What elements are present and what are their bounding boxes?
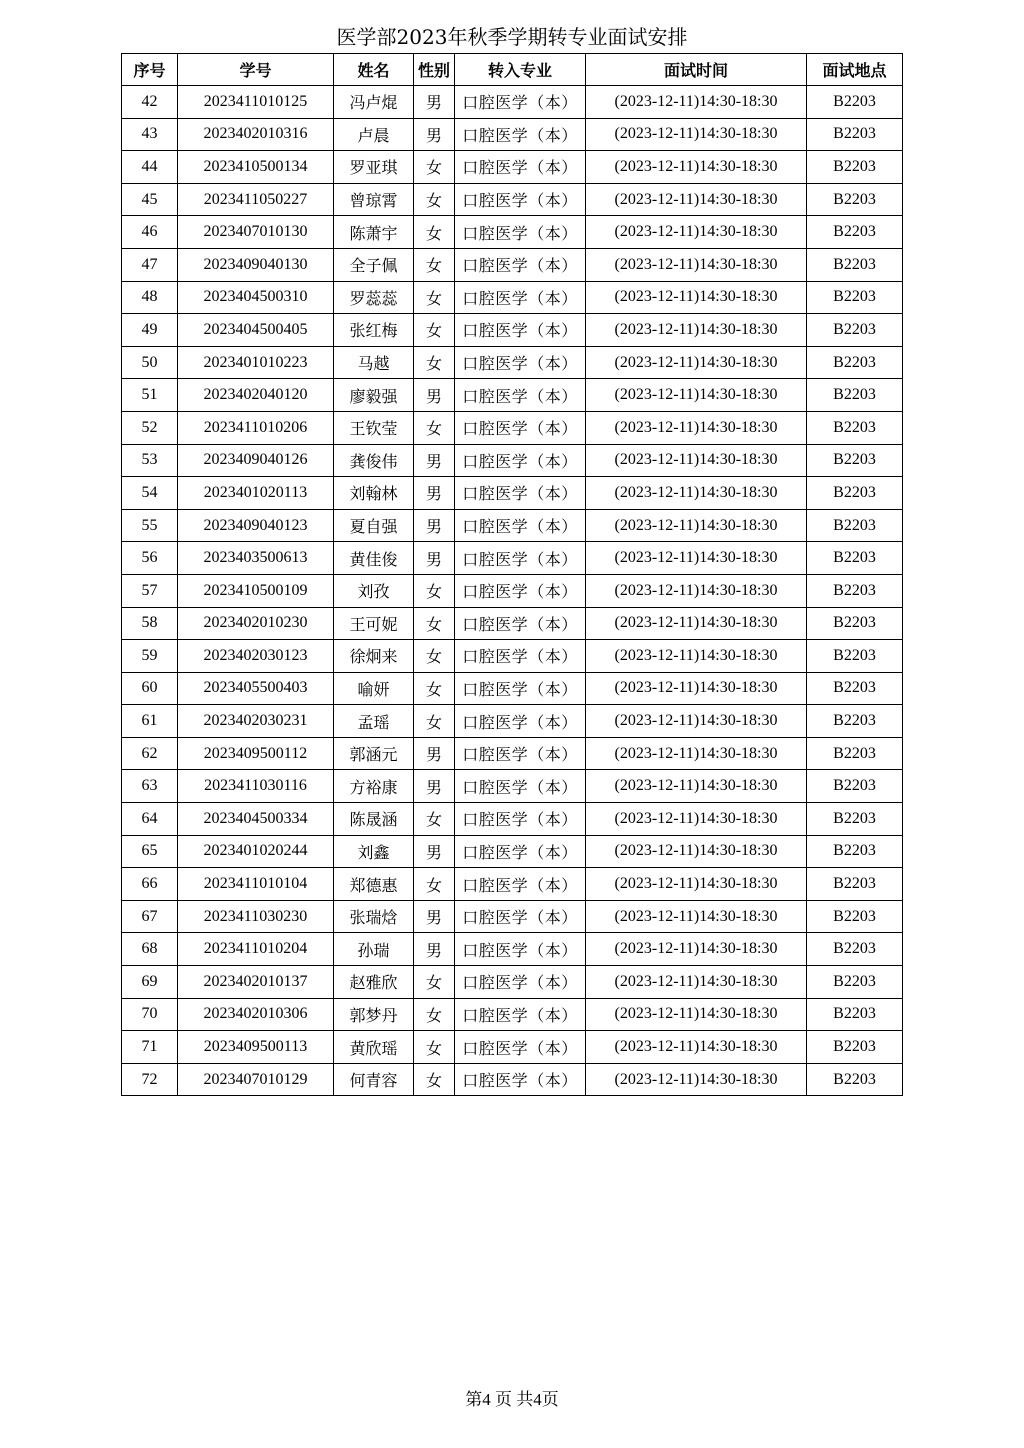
cell-location: B2203 bbox=[807, 640, 903, 673]
cell-major: 口腔医学（本） bbox=[455, 542, 586, 575]
cell-location: B2203 bbox=[807, 770, 903, 803]
cell-major: 口腔医学（本） bbox=[455, 607, 586, 640]
cell-name: 陈晟涵 bbox=[334, 803, 414, 836]
cell-student-id: 2023409040123 bbox=[178, 509, 334, 542]
cell-gender: 女 bbox=[414, 607, 455, 640]
cell-student-id: 2023409040130 bbox=[178, 248, 334, 281]
cell-gender: 女 bbox=[414, 868, 455, 901]
cell-major: 口腔医学（本） bbox=[455, 770, 586, 803]
header-row bbox=[122, 54, 903, 86]
cell-gender: 女 bbox=[414, 1031, 455, 1064]
cell-name: 廖毅强 bbox=[334, 379, 414, 412]
table-row bbox=[122, 770, 903, 803]
table-header bbox=[122, 54, 903, 86]
cell-name: 郭涵元 bbox=[334, 737, 414, 770]
cell-time: (2023-12-11)14:30-18:30 bbox=[586, 868, 807, 901]
cell-name: 孙瑞 bbox=[334, 933, 414, 966]
cell-location: B2203 bbox=[807, 118, 903, 151]
cell-time: (2023-12-11)14:30-18:30 bbox=[586, 574, 807, 607]
cell-name: 黄欣瑶 bbox=[334, 1031, 414, 1064]
cell-gender: 男 bbox=[414, 444, 455, 477]
cell-major: 口腔医学（本） bbox=[455, 574, 586, 607]
cell-time: (2023-12-11)14:30-18:30 bbox=[586, 1031, 807, 1064]
cell-gender: 男 bbox=[414, 835, 455, 868]
header-location: 面试地点 bbox=[807, 54, 903, 86]
header-major: 转入专业 bbox=[455, 54, 586, 86]
cell-major: 口腔医学（本） bbox=[455, 477, 586, 510]
cell-gender: 男 bbox=[414, 542, 455, 575]
cell-name: 方裕康 bbox=[334, 770, 414, 803]
cell-seq: 55 bbox=[122, 509, 178, 542]
interview-schedule-table bbox=[121, 53, 903, 1096]
cell-seq: 43 bbox=[122, 118, 178, 151]
cell-location: B2203 bbox=[807, 151, 903, 184]
cell-name: 卢晨 bbox=[334, 118, 414, 151]
cell-student-id: 2023401010223 bbox=[178, 346, 334, 379]
cell-time: (2023-12-11)14:30-18:30 bbox=[586, 640, 807, 673]
table-row bbox=[122, 314, 903, 347]
cell-student-id: 2023411010125 bbox=[178, 86, 334, 119]
cell-time: (2023-12-11)14:30-18:30 bbox=[586, 183, 807, 216]
cell-gender: 女 bbox=[414, 248, 455, 281]
cell-time: (2023-12-11)14:30-18:30 bbox=[586, 1063, 807, 1096]
cell-name: 何青容 bbox=[334, 1063, 414, 1096]
cell-location: B2203 bbox=[807, 444, 903, 477]
cell-time: (2023-12-11)14:30-18:30 bbox=[586, 281, 807, 314]
cell-name: 郑德惠 bbox=[334, 868, 414, 901]
cell-location: B2203 bbox=[807, 1031, 903, 1064]
table-row bbox=[122, 509, 903, 542]
cell-time: (2023-12-11)14:30-18:30 bbox=[586, 411, 807, 444]
cell-location: B2203 bbox=[807, 933, 903, 966]
cell-name: 刘鑫 bbox=[334, 835, 414, 868]
cell-student-id: 2023411050227 bbox=[178, 183, 334, 216]
table-row bbox=[122, 411, 903, 444]
cell-seq: 68 bbox=[122, 933, 178, 966]
cell-major: 口腔医学（本） bbox=[455, 835, 586, 868]
table-row bbox=[122, 346, 903, 379]
cell-student-id: 2023411030230 bbox=[178, 900, 334, 933]
cell-location: B2203 bbox=[807, 672, 903, 705]
table-row bbox=[122, 672, 903, 705]
cell-gender: 女 bbox=[414, 672, 455, 705]
cell-major: 口腔医学（本） bbox=[455, 183, 586, 216]
cell-student-id: 2023402030123 bbox=[178, 640, 334, 673]
table-row bbox=[122, 933, 903, 966]
cell-gender: 男 bbox=[414, 86, 455, 119]
cell-student-id: 2023409500113 bbox=[178, 1031, 334, 1064]
table-row bbox=[122, 900, 903, 933]
cell-student-id: 2023403500613 bbox=[178, 542, 334, 575]
cell-student-id: 2023407010129 bbox=[178, 1063, 334, 1096]
cell-location: B2203 bbox=[807, 346, 903, 379]
cell-seq: 69 bbox=[122, 966, 178, 999]
table-body bbox=[122, 86, 903, 1096]
cell-location: B2203 bbox=[807, 509, 903, 542]
cell-time: (2023-12-11)14:30-18:30 bbox=[586, 346, 807, 379]
cell-student-id: 2023402040120 bbox=[178, 379, 334, 412]
cell-location: B2203 bbox=[807, 411, 903, 444]
cell-location: B2203 bbox=[807, 574, 903, 607]
cell-seq: 61 bbox=[122, 705, 178, 738]
table-row bbox=[122, 183, 903, 216]
cell-major: 口腔医学（本） bbox=[455, 868, 586, 901]
cell-time: (2023-12-11)14:30-18:30 bbox=[586, 770, 807, 803]
cell-seq: 44 bbox=[122, 151, 178, 184]
cell-location: B2203 bbox=[807, 542, 903, 575]
cell-seq: 54 bbox=[122, 477, 178, 510]
cell-gender: 男 bbox=[414, 477, 455, 510]
cell-seq: 47 bbox=[122, 248, 178, 281]
table-row bbox=[122, 998, 903, 1031]
cell-major: 口腔医学（本） bbox=[455, 151, 586, 184]
cell-location: B2203 bbox=[807, 477, 903, 510]
cell-location: B2203 bbox=[807, 835, 903, 868]
cell-name: 喻妍 bbox=[334, 672, 414, 705]
cell-time: (2023-12-11)14:30-18:30 bbox=[586, 248, 807, 281]
cell-gender: 女 bbox=[414, 151, 455, 184]
cell-location: B2203 bbox=[807, 705, 903, 738]
cell-student-id: 2023411010204 bbox=[178, 933, 334, 966]
cell-time: (2023-12-11)14:30-18:30 bbox=[586, 737, 807, 770]
cell-seq: 57 bbox=[122, 574, 178, 607]
cell-gender: 女 bbox=[414, 1063, 455, 1096]
table-row bbox=[122, 118, 903, 151]
table-row bbox=[122, 868, 903, 901]
cell-student-id: 2023411010206 bbox=[178, 411, 334, 444]
cell-gender: 男 bbox=[414, 770, 455, 803]
cell-time: (2023-12-11)14:30-18:30 bbox=[586, 900, 807, 933]
cell-time: (2023-12-11)14:30-18:30 bbox=[586, 216, 807, 249]
cell-major: 口腔医学（本） bbox=[455, 248, 586, 281]
cell-student-id: 2023410500134 bbox=[178, 151, 334, 184]
cell-seq: 67 bbox=[122, 900, 178, 933]
cell-location: B2203 bbox=[807, 868, 903, 901]
table-row bbox=[122, 803, 903, 836]
cell-student-id: 2023402030231 bbox=[178, 705, 334, 738]
cell-gender: 女 bbox=[414, 966, 455, 999]
cell-name: 全子佩 bbox=[334, 248, 414, 281]
cell-seq: 63 bbox=[122, 770, 178, 803]
cell-major: 口腔医学（本） bbox=[455, 672, 586, 705]
cell-gender: 男 bbox=[414, 933, 455, 966]
cell-name: 王钦莹 bbox=[334, 411, 414, 444]
cell-major: 口腔医学（本） bbox=[455, 900, 586, 933]
table-row bbox=[122, 574, 903, 607]
cell-gender: 女 bbox=[414, 998, 455, 1031]
cell-location: B2203 bbox=[807, 1063, 903, 1096]
cell-seq: 49 bbox=[122, 314, 178, 347]
cell-seq: 56 bbox=[122, 542, 178, 575]
cell-seq: 52 bbox=[122, 411, 178, 444]
page-footer: 第4 页 共4页 bbox=[465, 1390, 559, 1409]
cell-time: (2023-12-11)14:30-18:30 bbox=[586, 705, 807, 738]
cell-student-id: 2023402010230 bbox=[178, 607, 334, 640]
cell-gender: 男 bbox=[414, 379, 455, 412]
cell-seq: 65 bbox=[122, 835, 178, 868]
cell-gender: 女 bbox=[414, 411, 455, 444]
cell-gender: 女 bbox=[414, 574, 455, 607]
cell-name: 王可妮 bbox=[334, 607, 414, 640]
header-name: 姓名 bbox=[334, 54, 414, 86]
cell-time: (2023-12-11)14:30-18:30 bbox=[586, 542, 807, 575]
cell-seq: 71 bbox=[122, 1031, 178, 1064]
table-row bbox=[122, 737, 903, 770]
cell-gender: 女 bbox=[414, 281, 455, 314]
cell-major: 口腔医学（本） bbox=[455, 966, 586, 999]
cell-student-id: 2023404500405 bbox=[178, 314, 334, 347]
cell-seq: 51 bbox=[122, 379, 178, 412]
cell-name: 刘孜 bbox=[334, 574, 414, 607]
cell-seq: 42 bbox=[122, 86, 178, 119]
cell-seq: 64 bbox=[122, 803, 178, 836]
table-row bbox=[122, 835, 903, 868]
cell-name: 龚俊伟 bbox=[334, 444, 414, 477]
table-row bbox=[122, 640, 903, 673]
cell-gender: 男 bbox=[414, 900, 455, 933]
cell-student-id: 2023401020244 bbox=[178, 835, 334, 868]
cell-name: 张红梅 bbox=[334, 314, 414, 347]
cell-name: 罗亚琪 bbox=[334, 151, 414, 184]
table-row bbox=[122, 248, 903, 281]
table-row bbox=[122, 1063, 903, 1096]
cell-major: 口腔医学（本） bbox=[455, 444, 586, 477]
table-row bbox=[122, 281, 903, 314]
cell-location: B2203 bbox=[807, 248, 903, 281]
cell-name: 马越 bbox=[334, 346, 414, 379]
cell-time: (2023-12-11)14:30-18:30 bbox=[586, 314, 807, 347]
cell-major: 口腔医学（本） bbox=[455, 803, 586, 836]
cell-time: (2023-12-11)14:30-18:30 bbox=[586, 379, 807, 412]
cell-major: 口腔医学（本） bbox=[455, 118, 586, 151]
cell-major: 口腔医学（本） bbox=[455, 411, 586, 444]
cell-student-id: 2023411010104 bbox=[178, 868, 334, 901]
cell-location: B2203 bbox=[807, 216, 903, 249]
cell-gender: 女 bbox=[414, 216, 455, 249]
cell-time: (2023-12-11)14:30-18:30 bbox=[586, 477, 807, 510]
cell-name: 曾琼霄 bbox=[334, 183, 414, 216]
cell-student-id: 2023410500109 bbox=[178, 574, 334, 607]
header-time: 面试时间 bbox=[586, 54, 807, 86]
cell-gender: 女 bbox=[414, 705, 455, 738]
cell-student-id: 2023409040126 bbox=[178, 444, 334, 477]
cell-seq: 48 bbox=[122, 281, 178, 314]
cell-student-id: 2023404500334 bbox=[178, 803, 334, 836]
cell-name: 徐炯来 bbox=[334, 640, 414, 673]
cell-time: (2023-12-11)14:30-18:30 bbox=[586, 118, 807, 151]
cell-major: 口腔医学（本） bbox=[455, 998, 586, 1031]
cell-name: 罗蕊蕊 bbox=[334, 281, 414, 314]
cell-seq: 50 bbox=[122, 346, 178, 379]
table-row bbox=[122, 1031, 903, 1064]
cell-time: (2023-12-11)14:30-18:30 bbox=[586, 933, 807, 966]
table-row bbox=[122, 966, 903, 999]
document-title: 医学部2023年秋季学期转专业面试安排 bbox=[336, 25, 688, 49]
cell-seq: 62 bbox=[122, 737, 178, 770]
cell-time: (2023-12-11)14:30-18:30 bbox=[586, 86, 807, 119]
cell-gender: 女 bbox=[414, 640, 455, 673]
cell-major: 口腔医学（本） bbox=[455, 379, 586, 412]
cell-seq: 72 bbox=[122, 1063, 178, 1096]
cell-student-id: 2023407010130 bbox=[178, 216, 334, 249]
cell-name: 郭梦丹 bbox=[334, 998, 414, 1031]
header-student-id: 学号 bbox=[178, 54, 334, 86]
cell-major: 口腔医学（本） bbox=[455, 509, 586, 542]
cell-name: 黄佳俊 bbox=[334, 542, 414, 575]
cell-major: 口腔医学（本） bbox=[455, 281, 586, 314]
cell-seq: 59 bbox=[122, 640, 178, 673]
cell-major: 口腔医学（本） bbox=[455, 1063, 586, 1096]
cell-time: (2023-12-11)14:30-18:30 bbox=[586, 998, 807, 1031]
cell-major: 口腔医学（本） bbox=[455, 640, 586, 673]
cell-student-id: 2023402010137 bbox=[178, 966, 334, 999]
cell-time: (2023-12-11)14:30-18:30 bbox=[586, 509, 807, 542]
cell-name: 陈萧宇 bbox=[334, 216, 414, 249]
cell-gender: 女 bbox=[414, 314, 455, 347]
table-row bbox=[122, 151, 903, 184]
cell-student-id: 2023402010306 bbox=[178, 998, 334, 1031]
cell-location: B2203 bbox=[807, 607, 903, 640]
cell-major: 口腔医学（本） bbox=[455, 86, 586, 119]
cell-location: B2203 bbox=[807, 900, 903, 933]
cell-major: 口腔医学（本） bbox=[455, 346, 586, 379]
cell-name: 冯卢焜 bbox=[334, 86, 414, 119]
cell-time: (2023-12-11)14:30-18:30 bbox=[586, 803, 807, 836]
header-seq: 序号 bbox=[122, 54, 178, 86]
table-row bbox=[122, 477, 903, 510]
cell-location: B2203 bbox=[807, 314, 903, 347]
cell-location: B2203 bbox=[807, 86, 903, 119]
cell-name: 张瑞焓 bbox=[334, 900, 414, 933]
cell-name: 孟瑶 bbox=[334, 705, 414, 738]
cell-time: (2023-12-11)14:30-18:30 bbox=[586, 966, 807, 999]
table-row bbox=[122, 542, 903, 575]
cell-time: (2023-12-11)14:30-18:30 bbox=[586, 151, 807, 184]
cell-time: (2023-12-11)14:30-18:30 bbox=[586, 607, 807, 640]
cell-gender: 女 bbox=[414, 803, 455, 836]
table-row bbox=[122, 705, 903, 738]
cell-time: (2023-12-11)14:30-18:30 bbox=[586, 672, 807, 705]
cell-gender: 女 bbox=[414, 183, 455, 216]
cell-student-id: 2023411030116 bbox=[178, 770, 334, 803]
cell-major: 口腔医学（本） bbox=[455, 737, 586, 770]
cell-location: B2203 bbox=[807, 966, 903, 999]
cell-name: 赵雅欣 bbox=[334, 966, 414, 999]
cell-location: B2203 bbox=[807, 379, 903, 412]
cell-student-id: 2023409500112 bbox=[178, 737, 334, 770]
cell-gender: 男 bbox=[414, 118, 455, 151]
cell-student-id: 2023404500310 bbox=[178, 281, 334, 314]
cell-major: 口腔医学（本） bbox=[455, 705, 586, 738]
cell-gender: 男 bbox=[414, 737, 455, 770]
cell-name: 夏自强 bbox=[334, 509, 414, 542]
table-row bbox=[122, 216, 903, 249]
cell-gender: 女 bbox=[414, 346, 455, 379]
cell-location: B2203 bbox=[807, 737, 903, 770]
cell-location: B2203 bbox=[807, 281, 903, 314]
table-row bbox=[122, 86, 903, 119]
cell-seq: 46 bbox=[122, 216, 178, 249]
cell-major: 口腔医学（本） bbox=[455, 314, 586, 347]
cell-time: (2023-12-11)14:30-18:30 bbox=[586, 835, 807, 868]
cell-major: 口腔医学（本） bbox=[455, 216, 586, 249]
table-row bbox=[122, 379, 903, 412]
cell-seq: 60 bbox=[122, 672, 178, 705]
cell-location: B2203 bbox=[807, 803, 903, 836]
cell-time: (2023-12-11)14:30-18:30 bbox=[586, 444, 807, 477]
cell-student-id: 2023401020113 bbox=[178, 477, 334, 510]
header-gender: 性别 bbox=[414, 54, 455, 86]
cell-location: B2203 bbox=[807, 998, 903, 1031]
cell-seq: 70 bbox=[122, 998, 178, 1031]
cell-location: B2203 bbox=[807, 183, 903, 216]
cell-seq: 53 bbox=[122, 444, 178, 477]
cell-name: 刘翰林 bbox=[334, 477, 414, 510]
cell-seq: 58 bbox=[122, 607, 178, 640]
cell-student-id: 2023402010316 bbox=[178, 118, 334, 151]
cell-student-id: 2023405500403 bbox=[178, 672, 334, 705]
table-row bbox=[122, 607, 903, 640]
cell-seq: 66 bbox=[122, 868, 178, 901]
cell-gender: 男 bbox=[414, 509, 455, 542]
cell-major: 口腔医学（本） bbox=[455, 933, 586, 966]
cell-major: 口腔医学（本） bbox=[455, 1031, 586, 1064]
table-row bbox=[122, 444, 903, 477]
cell-seq: 45 bbox=[122, 183, 178, 216]
